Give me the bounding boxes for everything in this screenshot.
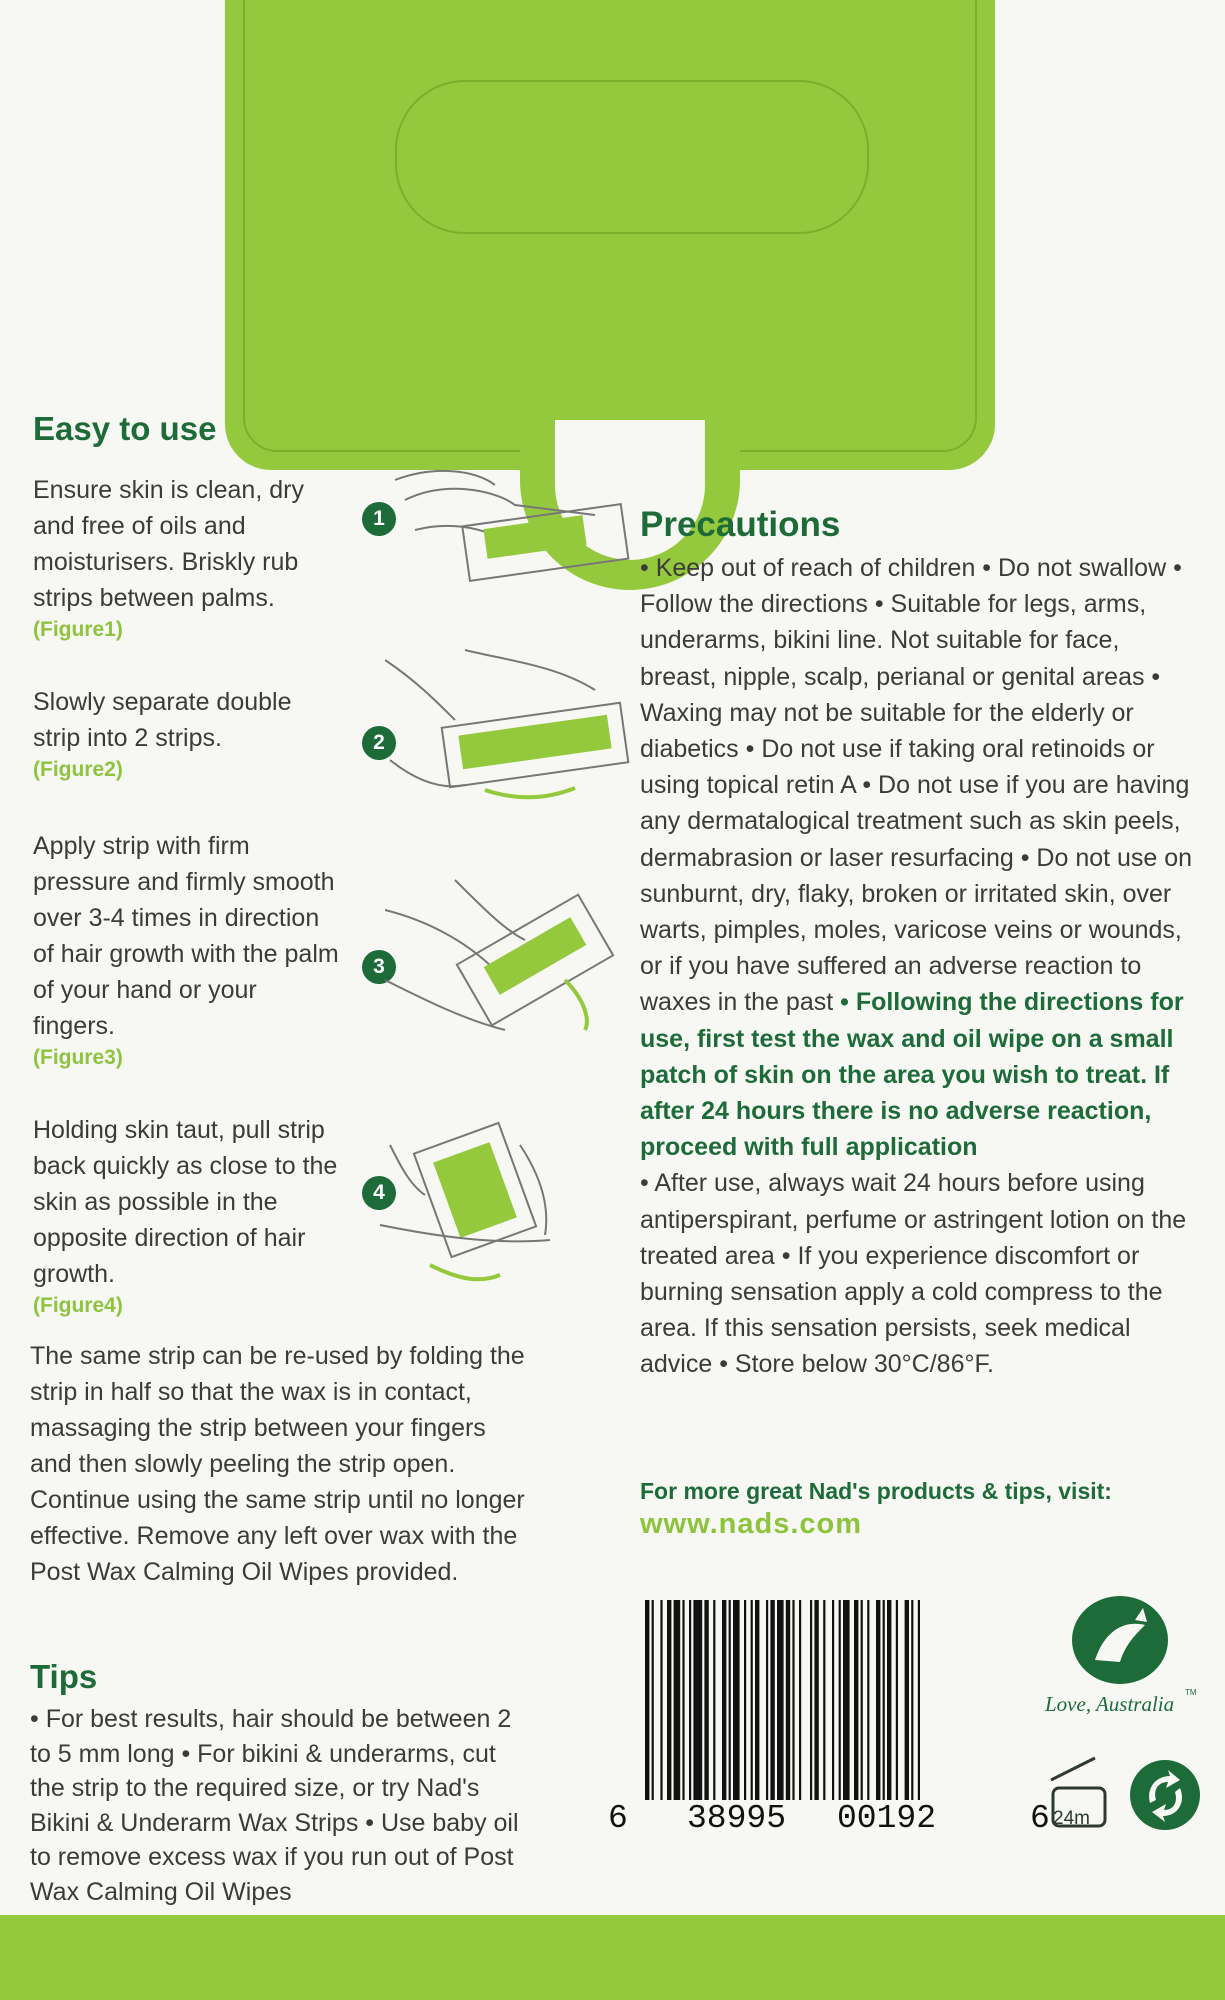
step-4-figure-label: (Figure4) bbox=[33, 1294, 123, 1317]
figure-4-pull-strip-illustration bbox=[370, 1115, 620, 1285]
figure-1-hands-rub-illustration bbox=[385, 460, 635, 630]
step-1-text: Ensure skin is clean, dry and free of oils and moisturisers. Briskly rub strips between palms. bbox=[33, 476, 304, 612]
package-top-panel bbox=[225, 0, 995, 470]
precautions-title: Precautions bbox=[640, 505, 841, 544]
precautions-text bbox=[640, 550, 1200, 1383]
reuse-paragraph: The same strip can be re-used by folding the strip in half so that the wax is in contact, massaging the strip between your fingers and then slowly peeling the strip open. Continue using the same strip until no longer effective. Remove any left over wax with the Post Wax Calming Oil Wipes provided. bbox=[30, 1342, 525, 1586]
recycle-icon bbox=[1128, 1758, 1203, 1833]
precautions-text-part2: • After use, always wait 24 hours before using antiperspirant, perfume or astringent lotion on the treated area • If you experience discomfort or burning sensation apply a cold compress to the area. If this sensation persists, seek medical advice • Store below 30°C/86°F. bbox=[640, 1169, 1187, 1379]
more-info-text: For more great Nad's products & tips, visit: bbox=[640, 1478, 1112, 1504]
step-3-text: Apply strip with firm pressure and firmly smooth over 3-4 times in direction of hair growth with the palm of your hand or your fingers. bbox=[33, 832, 339, 1040]
step-4-badge: 4 bbox=[362, 1176, 396, 1210]
figure-3-apply-strip-illustration bbox=[385, 870, 635, 1040]
step-2-badge: 2 bbox=[362, 726, 396, 760]
step-3-figure-label: (Figure3) bbox=[33, 1046, 123, 1069]
barcode-bars bbox=[645, 1600, 990, 1800]
tips-text: • For best results, hair should be between 2 to 5 mm long • For bikini & underarms, cut the strip to the required size, or try Nad's Bikini & Underarm Wax Strips • Use baby oil to remove excess wax if you run out of Post Wax Calming Oil Wipes bbox=[30, 1705, 519, 1906]
barcode-left-digit: 6 bbox=[608, 1800, 628, 1837]
tips-title: Tips bbox=[30, 1658, 98, 1695]
figure-2-separate-strip-illustration bbox=[385, 640, 635, 810]
step-4 bbox=[33, 1112, 343, 1320]
step-1-figure-label: (Figure1) bbox=[33, 618, 123, 641]
precautions-bold-warning: • Following the directions for use, first test the wax and oil wipe on a small patch of skin on the area you wish to treat. If after 24 hours there is no adverse reaction, proceed with full application bbox=[640, 988, 1184, 1162]
step-2-text: Slowly separate double strip into 2 strips. bbox=[33, 688, 292, 752]
pao-24m-text: 24m bbox=[1053, 1808, 1090, 1829]
step-4-text: Holding skin taut, pull strip back quickly as close to the skin as possible in the opposite direction of hair growth. bbox=[33, 1116, 338, 1288]
step-1-badge: 1 bbox=[362, 502, 396, 536]
step-3 bbox=[33, 828, 343, 1072]
strip-slot-outline bbox=[395, 80, 869, 234]
easy-to-use-title: Easy to use bbox=[33, 410, 217, 447]
barcode-right-digit: 6 bbox=[1030, 1800, 1050, 1837]
website-link[interactable]: www.nads.com bbox=[640, 1508, 863, 1540]
step-2 bbox=[33, 684, 343, 784]
precautions-text-part1: • Keep out of reach of children • Do not swallow • Follow the directions • Suitable for legs, arms, underarms, bikini line. Not suitable for face, breast, nipple, scalp, perianal or genital areas • Waxing may not be suitable for the elderly or diabetics • Do not use if taking oral retinoids or using topical retin A • Do not use if you are having any dermatalogical treatment such as skin peels, dermabrasion or laser resurfacing • Do not use on sunburnt, dry, flaky, broken or irritated skin, over warts, pimples, moles, varicose veins or wounds, or if you have suffered an adverse reaction to waxes in the past bbox=[640, 554, 1193, 1017]
step-2-figure-label: (Figure2) bbox=[33, 758, 123, 781]
bottom-green-bar bbox=[0, 1915, 1225, 2000]
barcode-group-2: 00192 bbox=[837, 1800, 937, 1837]
love-australia-text: Love, Australia bbox=[1045, 1692, 1175, 1716]
kangaroo-logo-icon bbox=[1065, 1590, 1175, 1690]
step-3-badge: 3 bbox=[362, 950, 396, 984]
barcode bbox=[608, 1600, 1050, 1860]
step-1 bbox=[33, 472, 343, 644]
barcode-group-1: 38995 bbox=[687, 1800, 787, 1837]
trademark-mark: TM bbox=[1185, 1688, 1197, 1697]
